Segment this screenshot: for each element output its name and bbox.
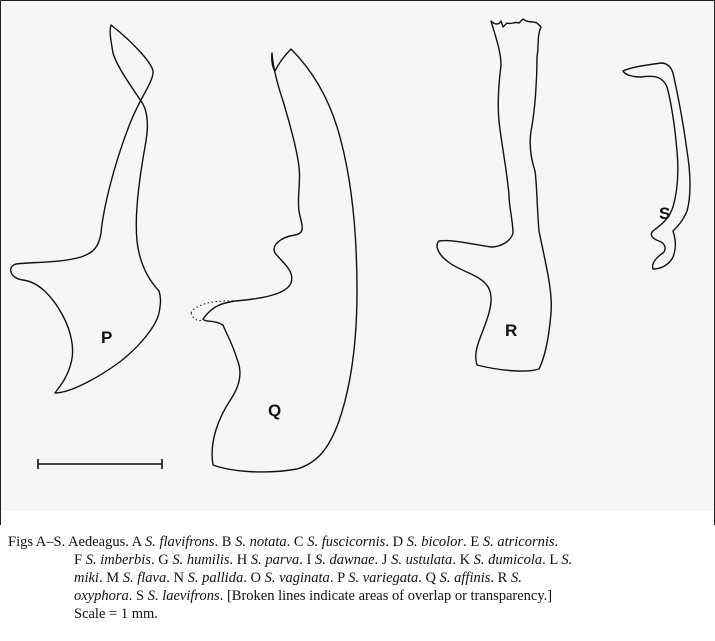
caption-text: Figs A–S. Aedeagus. A [8,534,145,550]
aedeagus-outline-r [437,19,551,371]
caption-text: . [Broken lines indicate areas of overlap or transparency.] [219,588,553,604]
caption-line-4 [74,588,552,606]
caption-text: . H [229,552,251,568]
scale-bar [38,459,162,469]
scale-note: Scale = 1 mm. [74,606,158,622]
species-name: S. affinis [439,570,491,586]
species-name: S. atricornis [482,534,555,550]
caption-text: . K [452,552,474,568]
caption-line-3 [74,570,522,588]
caption-text: . Q [418,570,440,586]
species-name: S. flavifrons [144,534,215,550]
caption-text: . L [542,552,562,568]
species-name: S. notata [235,534,287,550]
species-name: S. [510,570,522,586]
caption-text: F [74,552,86,568]
caption-text: . E [463,534,483,550]
species-name: S. parva [250,552,300,568]
species-name: S. variegata [348,570,419,586]
caption-text: . G [150,552,173,568]
species-name: S. [561,552,573,568]
species-name: S. dumicola [473,552,543,568]
caption-text: . R [490,570,511,586]
species-name: S. laevifrons [147,588,220,604]
overlap-dotted-line-q [191,301,235,321]
caption-text: . S [128,588,148,604]
species-name: S. bicolor [406,534,464,550]
caption-text: . [554,534,559,550]
caption-text: . N [166,570,188,586]
aedeagus-outline-p [11,25,161,393]
species-name: S. humilis [172,552,230,568]
caption-line-5 [74,606,158,624]
species-name: oxyphora [74,588,129,604]
caption-text: . P [329,570,349,586]
species-name: miki [74,570,99,586]
label-r: R [505,321,518,340]
figure-caption [0,525,715,641]
aedeagus-outline-s [623,63,690,269]
caption-text: . M [98,570,123,586]
caption-text: . O [243,570,265,586]
species-name: S. imberbis [85,552,151,568]
label-p: P [101,328,113,347]
aedeagus-plate [1,1,714,511]
caption-line-1 [8,534,558,552]
species-name: S. ustulata [391,552,453,568]
caption-text: . J [374,552,392,568]
species-name: S. flava [122,570,167,586]
caption-text: . D [385,534,407,550]
caption-text: . I [299,552,315,568]
label-s: S [659,204,671,223]
species-name: S. pallida [187,570,244,586]
label-q: Q [268,401,282,420]
species-name: S. vaginata [264,570,330,586]
figure-panel [1,1,714,511]
caption-text: . C [286,534,308,550]
caption-text: . B [214,534,236,550]
species-name: S. dawnae [314,552,375,568]
caption-line-2 [74,552,572,570]
species-name: S. fuscicornis [307,534,386,550]
